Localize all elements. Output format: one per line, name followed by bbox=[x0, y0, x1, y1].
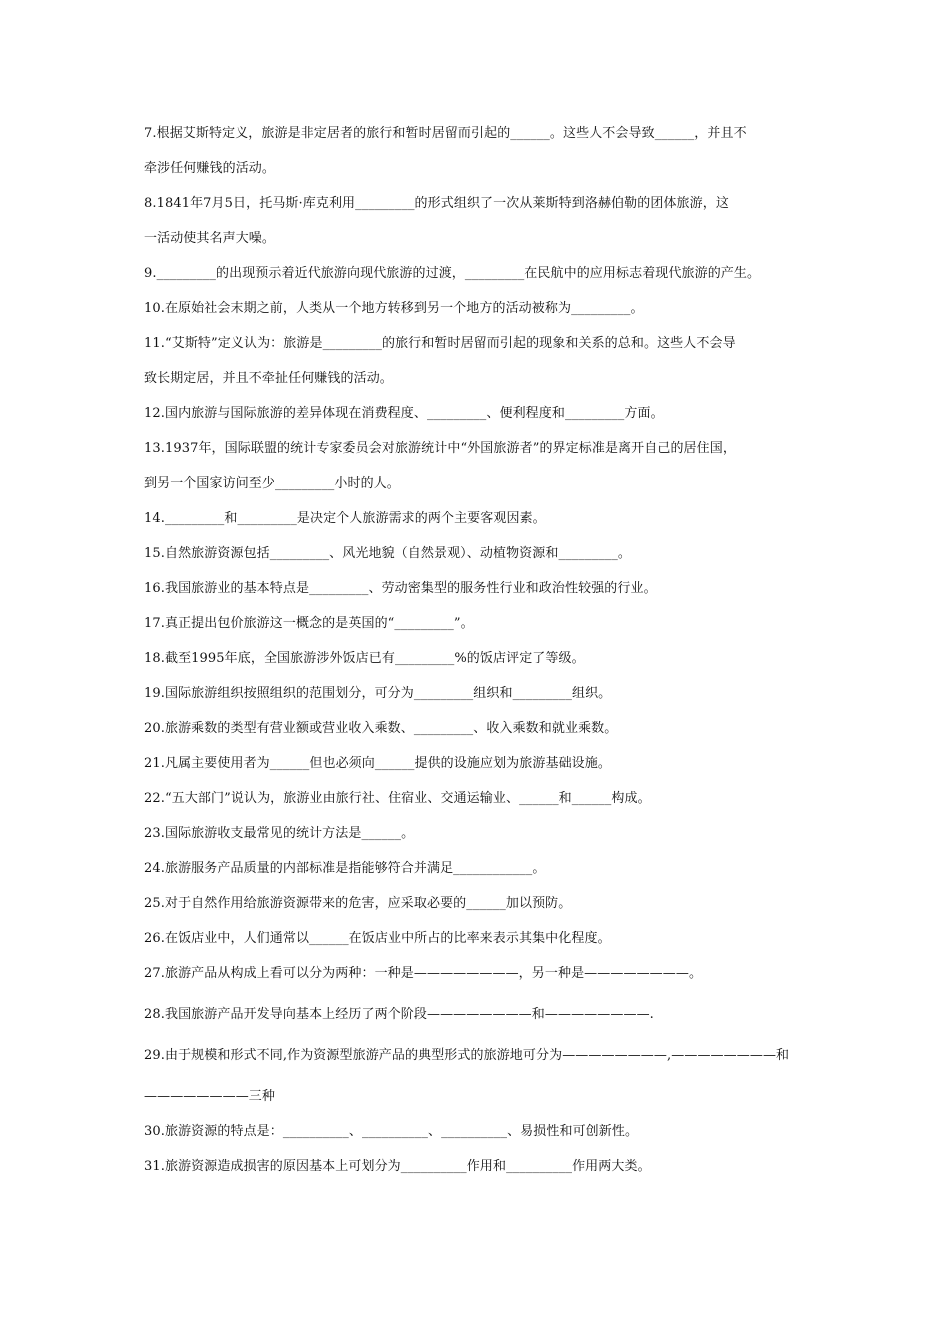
question-8-line-2: 一活动使其名声大噪。 bbox=[144, 231, 276, 246]
question-18-line-1: 18.截至1995年底，全国旅游涉外饭店已有_________%的饭店评定了等级。 bbox=[144, 651, 585, 666]
question-9-line-1: 9._________的出现预示着近代旅游向现代旅游的过渡，_________在民航中的应用标志着现代旅游的产生。 bbox=[144, 266, 761, 281]
question-29-line-1: 29.由于规模和形式不同,作为资源型旅游产品的典型形式的旅游地可分为————————,————————和 bbox=[144, 1048, 790, 1063]
question-17-line-1: 17.真正提出包价旅游这一概念的是英国的“_________”。 bbox=[144, 616, 474, 631]
question-7-line-2: 牵涉任何赚钱的活动。 bbox=[144, 161, 276, 176]
question-12-line-1: 12.国内旅游与国际旅游的差异体现在消费程度、_________、便利程度和_________方面。 bbox=[144, 406, 664, 421]
question-7 bbox=[144, 125, 824, 177]
question-26 bbox=[144, 930, 824, 947]
question-19 bbox=[144, 685, 824, 702]
question-30-line-1: 30.旅游资源的特点是：__________、__________、__________、易损性和可创新性。 bbox=[144, 1124, 639, 1139]
question-25 bbox=[144, 895, 824, 912]
question-13-line-1: 13.1937年，国际联盟的统计专家委员会对旅游统计中“外国旅游者”的界定标准是离开自己的居住国， bbox=[144, 441, 736, 456]
question-21 bbox=[144, 755, 824, 772]
question-7-line-1: 7.根据艾斯特定义，旅游是非定居者的旅行和暂时居留而引起的______。这些人不会导致______，并且不 bbox=[144, 126, 747, 141]
question-10 bbox=[144, 300, 824, 317]
question-26-line-1: 26.在饭店业中，人们通常以______在饭店业中所占的比率来表示其集中化程度。 bbox=[144, 931, 611, 946]
question-13-line-2: 到另一个国家访问至少_________小时的人。 bbox=[144, 476, 400, 491]
question-13 bbox=[144, 440, 824, 492]
question-14 bbox=[144, 510, 824, 527]
question-24-line-1: 24.旅游服务产品质量的内部标准是指能够符合并满足____________。 bbox=[144, 861, 546, 876]
question-22 bbox=[144, 790, 824, 807]
question-list bbox=[144, 125, 824, 1193]
question-11-line-1: 11.“艾斯特”定义认为：旅游是_________的旅行和暂时居留而引起的现象和关系的总和。这些人不会导 bbox=[144, 336, 736, 351]
question-15-line-1: 15.自然旅游资源包括_________、风光地貌（自然景观）、动植物资源和_________。 bbox=[144, 546, 631, 561]
question-24 bbox=[144, 860, 824, 877]
question-12 bbox=[144, 405, 824, 422]
question-28 bbox=[144, 1006, 824, 1023]
question-19-line-1: 19.国际旅游组织按照组织的范围划分，可分为_________组织和_________组织。 bbox=[144, 686, 612, 701]
question-28-line-1: 28.我国旅游产品开发导向基本上经历了两个阶段————————和————————. bbox=[144, 1007, 654, 1022]
question-23 bbox=[144, 825, 824, 842]
question-17 bbox=[144, 615, 824, 632]
question-8 bbox=[144, 195, 824, 247]
question-21-line-1: 21.凡属主要使用者为______但也必须向______提供的设施应划为旅游基础设施。 bbox=[144, 756, 611, 771]
question-29-line-2: ————————三种 bbox=[144, 1089, 275, 1104]
question-20-line-1: 20.旅游乘数的类型有营业额或营业收入乘数、_________、收入乘数和就业乘数。 bbox=[144, 721, 618, 736]
question-20 bbox=[144, 720, 824, 737]
question-31-line-1: 31.旅游资源造成损害的原因基本上可划分为__________作用和__________作用两大类。 bbox=[144, 1159, 651, 1174]
question-8-line-1: 8.1841年7月5日，托马斯·库克利用_________的形式组织了一次从莱斯特到洛赫伯勒的团体旅游，这 bbox=[144, 196, 729, 211]
question-11-line-2: 致长期定居，并且不牵扯任何赚钱的活动。 bbox=[144, 371, 393, 386]
question-27-line-1: 27.旅游产品从构成上看可以分为两种：一种是————————，另一种是————————。 bbox=[144, 966, 703, 981]
question-29 bbox=[144, 1047, 824, 1105]
question-15 bbox=[144, 545, 824, 562]
question-25-line-1: 25.对于自然作用给旅游资源带来的危害，应采取必要的______加以预防。 bbox=[144, 896, 572, 911]
question-31 bbox=[144, 1158, 824, 1175]
question-9 bbox=[144, 265, 824, 282]
question-16 bbox=[144, 580, 824, 597]
question-11 bbox=[144, 335, 824, 387]
question-14-line-1: 14._________和_________是决定个人旅游需求的两个主要客观因素。 bbox=[144, 511, 546, 526]
question-22-line-1: 22.“五大部门”说认为，旅游业由旅行社、住宿业、交通运输业、______和______构成。 bbox=[144, 791, 651, 806]
question-18 bbox=[144, 650, 824, 667]
question-23-line-1: 23.国际旅游收支最常见的统计方法是______。 bbox=[144, 826, 415, 841]
question-27 bbox=[144, 965, 824, 982]
question-10-line-1: 10.在原始社会末期之前，人类从一个地方转移到另一个地方的活动被称为_________。 bbox=[144, 301, 644, 316]
question-16-line-1: 16.我国旅游业的基本特点是_________、劳动密集型的服务性行业和政治性较强的行业。 bbox=[144, 581, 657, 596]
question-30 bbox=[144, 1123, 824, 1140]
